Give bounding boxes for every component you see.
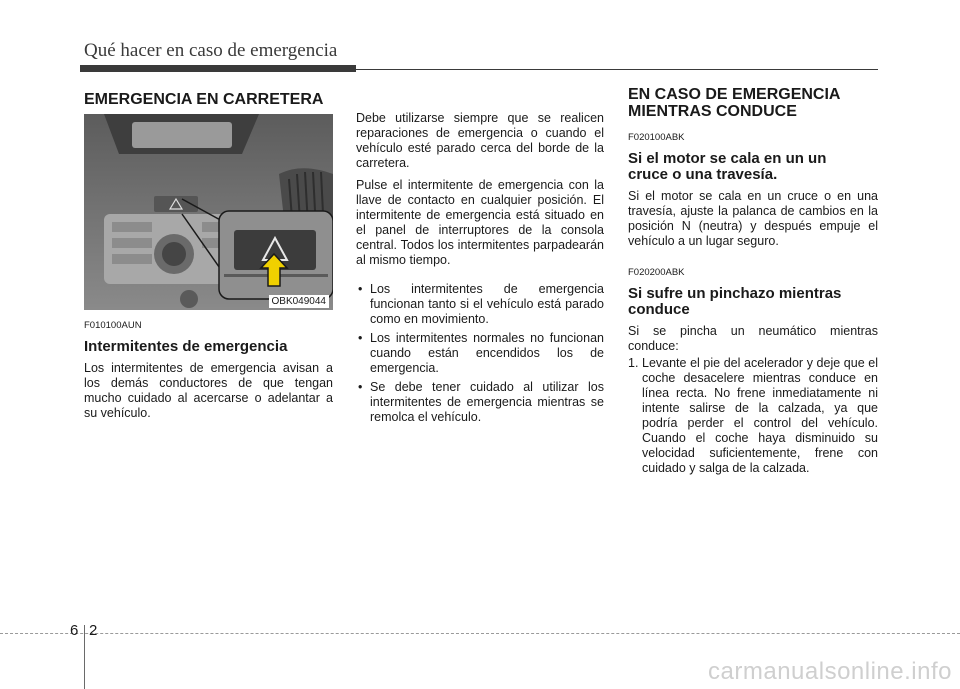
- list-item: [356, 282, 604, 327]
- list-item-text: Levante el pie del acelerador y deje que el coche desacelere mientras conduce en línea recta. No frene inmediatamente ni intente salirse de la calzada, ya que podría perder el control del vehículo. Cuando el coche haya disminuido su velocidad suficientemente, frene con cuidado y salga de la calzada.: [642, 356, 878, 475]
- list-item: [628, 356, 878, 476]
- header-bar: [80, 65, 356, 72]
- paragraph: Si se pincha un neumático mientras conduce:: [628, 324, 878, 353]
- footer-divider: [84, 625, 85, 689]
- header-rule: [356, 69, 878, 70]
- page-number: 2: [89, 622, 98, 639]
- chapter-title: Qué hacer en caso de emergencia: [84, 40, 338, 61]
- dashboard-illustration: [84, 114, 333, 310]
- section-heading-driving-emergency: [628, 86, 840, 120]
- subheading-flat-tire: Si sufre un pinchazo mientras conduce: [628, 285, 842, 318]
- list-item-text: Se debe tener cuidado al utilizar los intermitentes de emergencia mientras se remolca el vehículo.: [370, 380, 604, 424]
- hazard-switch-figure: [84, 114, 333, 310]
- list-item-text: Los intermitentes normales no funcionan cuando están encendidos los de emergencia.: [370, 331, 604, 375]
- left-column: [84, 318, 333, 428]
- paragraph: Debe utilizarse siempre que se realicen reparaciones de emergencia o cuando el vehículo esté parado cerca del borde de la carretera.: [356, 111, 604, 170]
- chapter-number: 6: [70, 622, 79, 639]
- numbered-list: [628, 356, 878, 476]
- watermark: carmanualsonline.info: [708, 658, 952, 685]
- bullet-icon: •: [358, 380, 363, 394]
- section-code: F020200ABK: [628, 267, 685, 278]
- subheading-hazard-lights: Intermitentes de emergencia: [84, 338, 288, 355]
- list-item-text: Los intermitentes de emergencia funcionan tanto si el vehículo está parado como en movimiento.: [370, 282, 604, 326]
- figure-caption: OBK049044: [269, 295, 330, 308]
- footer-rule: [0, 633, 960, 634]
- middle-column: [356, 111, 604, 429]
- bullet-icon: •: [358, 331, 363, 345]
- bullet-icon: •: [358, 282, 363, 296]
- paragraph: Los intermitentes de emergencia avisan a los demás conductores de que tengan mucho cuidado al acercarse o adelantar a su vehículo.: [84, 361, 333, 420]
- section-code: F020100ABK: [628, 132, 685, 143]
- bullet-list: [356, 282, 604, 425]
- list-number: 1.: [628, 356, 639, 370]
- subheading-stall: Si el motor se cala en un un cruce o una travesía.: [628, 150, 827, 183]
- heading-line: MIENTRAS CONDUCE: [628, 103, 797, 120]
- section-code: F010100AUN: [84, 320, 142, 331]
- list-item: [356, 380, 604, 425]
- list-item: [356, 331, 604, 376]
- heading-line: EN CASO DE EMERGENCIA: [628, 86, 841, 103]
- paragraph: Si el motor se cala en un cruce o en una travesía, ajuste la palanca de cambios en la posición N (neutra) y después empuje el vehículo a un lugar seguro.: [628, 189, 878, 248]
- right-column: [628, 130, 878, 480]
- press-arrow-icon: [259, 252, 289, 288]
- section-heading-road-emergency: EMERGENCIA EN CARRETERA: [84, 91, 324, 108]
- paragraph: Pulse el intermitente de emergencia con la llave de contacto en cualquier posición. El intermitente de emergencia está situado en el panel de interruptores de la consola central. Todos los intermitentes parpadearán al mismo tiempo.: [356, 178, 604, 267]
